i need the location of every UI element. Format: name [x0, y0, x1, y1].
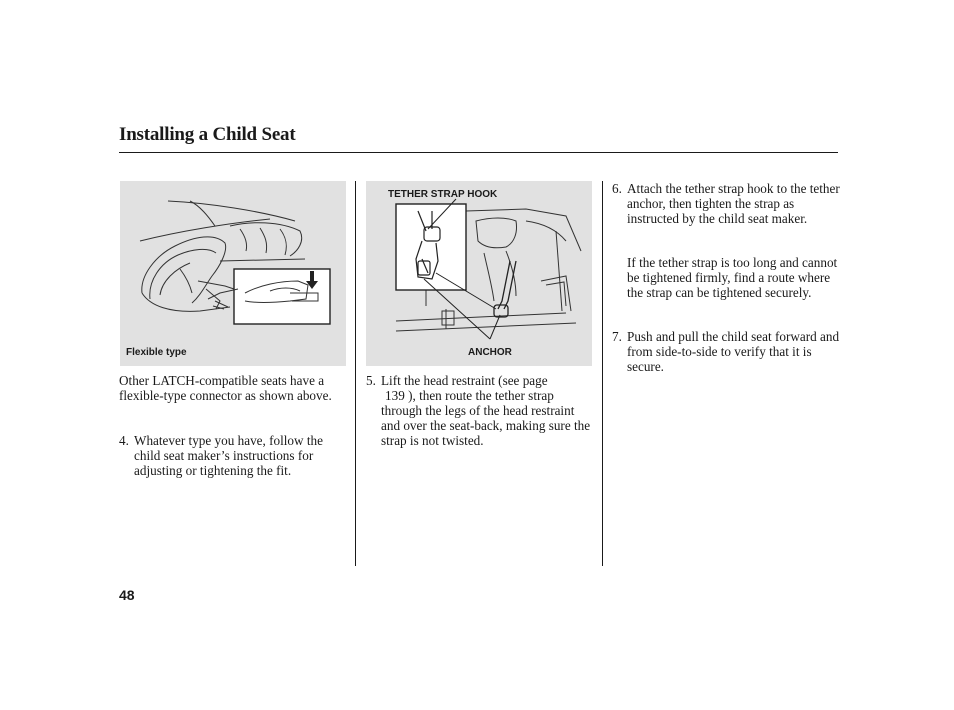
step-number: 5.	[366, 373, 376, 388]
column-divider-2	[602, 181, 603, 566]
step-5	[366, 373, 592, 465]
step-number: 6.	[612, 181, 622, 196]
label-anchor: ANCHOR	[468, 347, 512, 358]
figure-flexible-connector	[120, 181, 346, 366]
step-text-line2: 139 ), then route the tether strap	[385, 388, 554, 403]
step-7	[612, 329, 840, 377]
tether-strap-illustration	[366, 181, 592, 366]
step-text-line1: Lift the head restraint (see page	[381, 373, 548, 388]
title-rule	[119, 152, 838, 153]
column-divider-1	[355, 181, 356, 566]
page-number: 48	[119, 587, 135, 603]
label-tether-strap-hook: TETHER STRAP HOOK	[388, 189, 498, 200]
step-6	[612, 181, 840, 243]
step-text-rest: through the legs of the head restraint and over the seat-back, making sure the strap is not twisted.	[381, 403, 591, 448]
step-text: Push and pull the child seat forward and from side-to-side to verify that it is secure.	[627, 329, 840, 374]
step-4	[119, 433, 351, 481]
intro-paragraph: Other LATCH-compatible seats have a flexible-type connector as shown above.	[119, 373, 332, 403]
page-title: Installing a Child Seat	[119, 124, 296, 145]
figure-caption: Flexible type	[126, 347, 187, 358]
step-number: 4.	[119, 433, 129, 448]
note-paragraph: If the tether strap is too long and cannot be tightened firmly, find a route where the strap can be tightened securely.	[627, 255, 838, 300]
step-text: Whatever type you have, follow the child seat maker’s instructions for adjusting or tightening the fit.	[134, 433, 323, 478]
child-seat-illustration	[120, 181, 346, 366]
step-number: 7.	[612, 329, 622, 344]
step-text: Attach the tether strap hook to the tether anchor, then tighten the strap as instructed by the child seat maker.	[627, 181, 840, 226]
figure-tether-anchor	[366, 181, 592, 366]
